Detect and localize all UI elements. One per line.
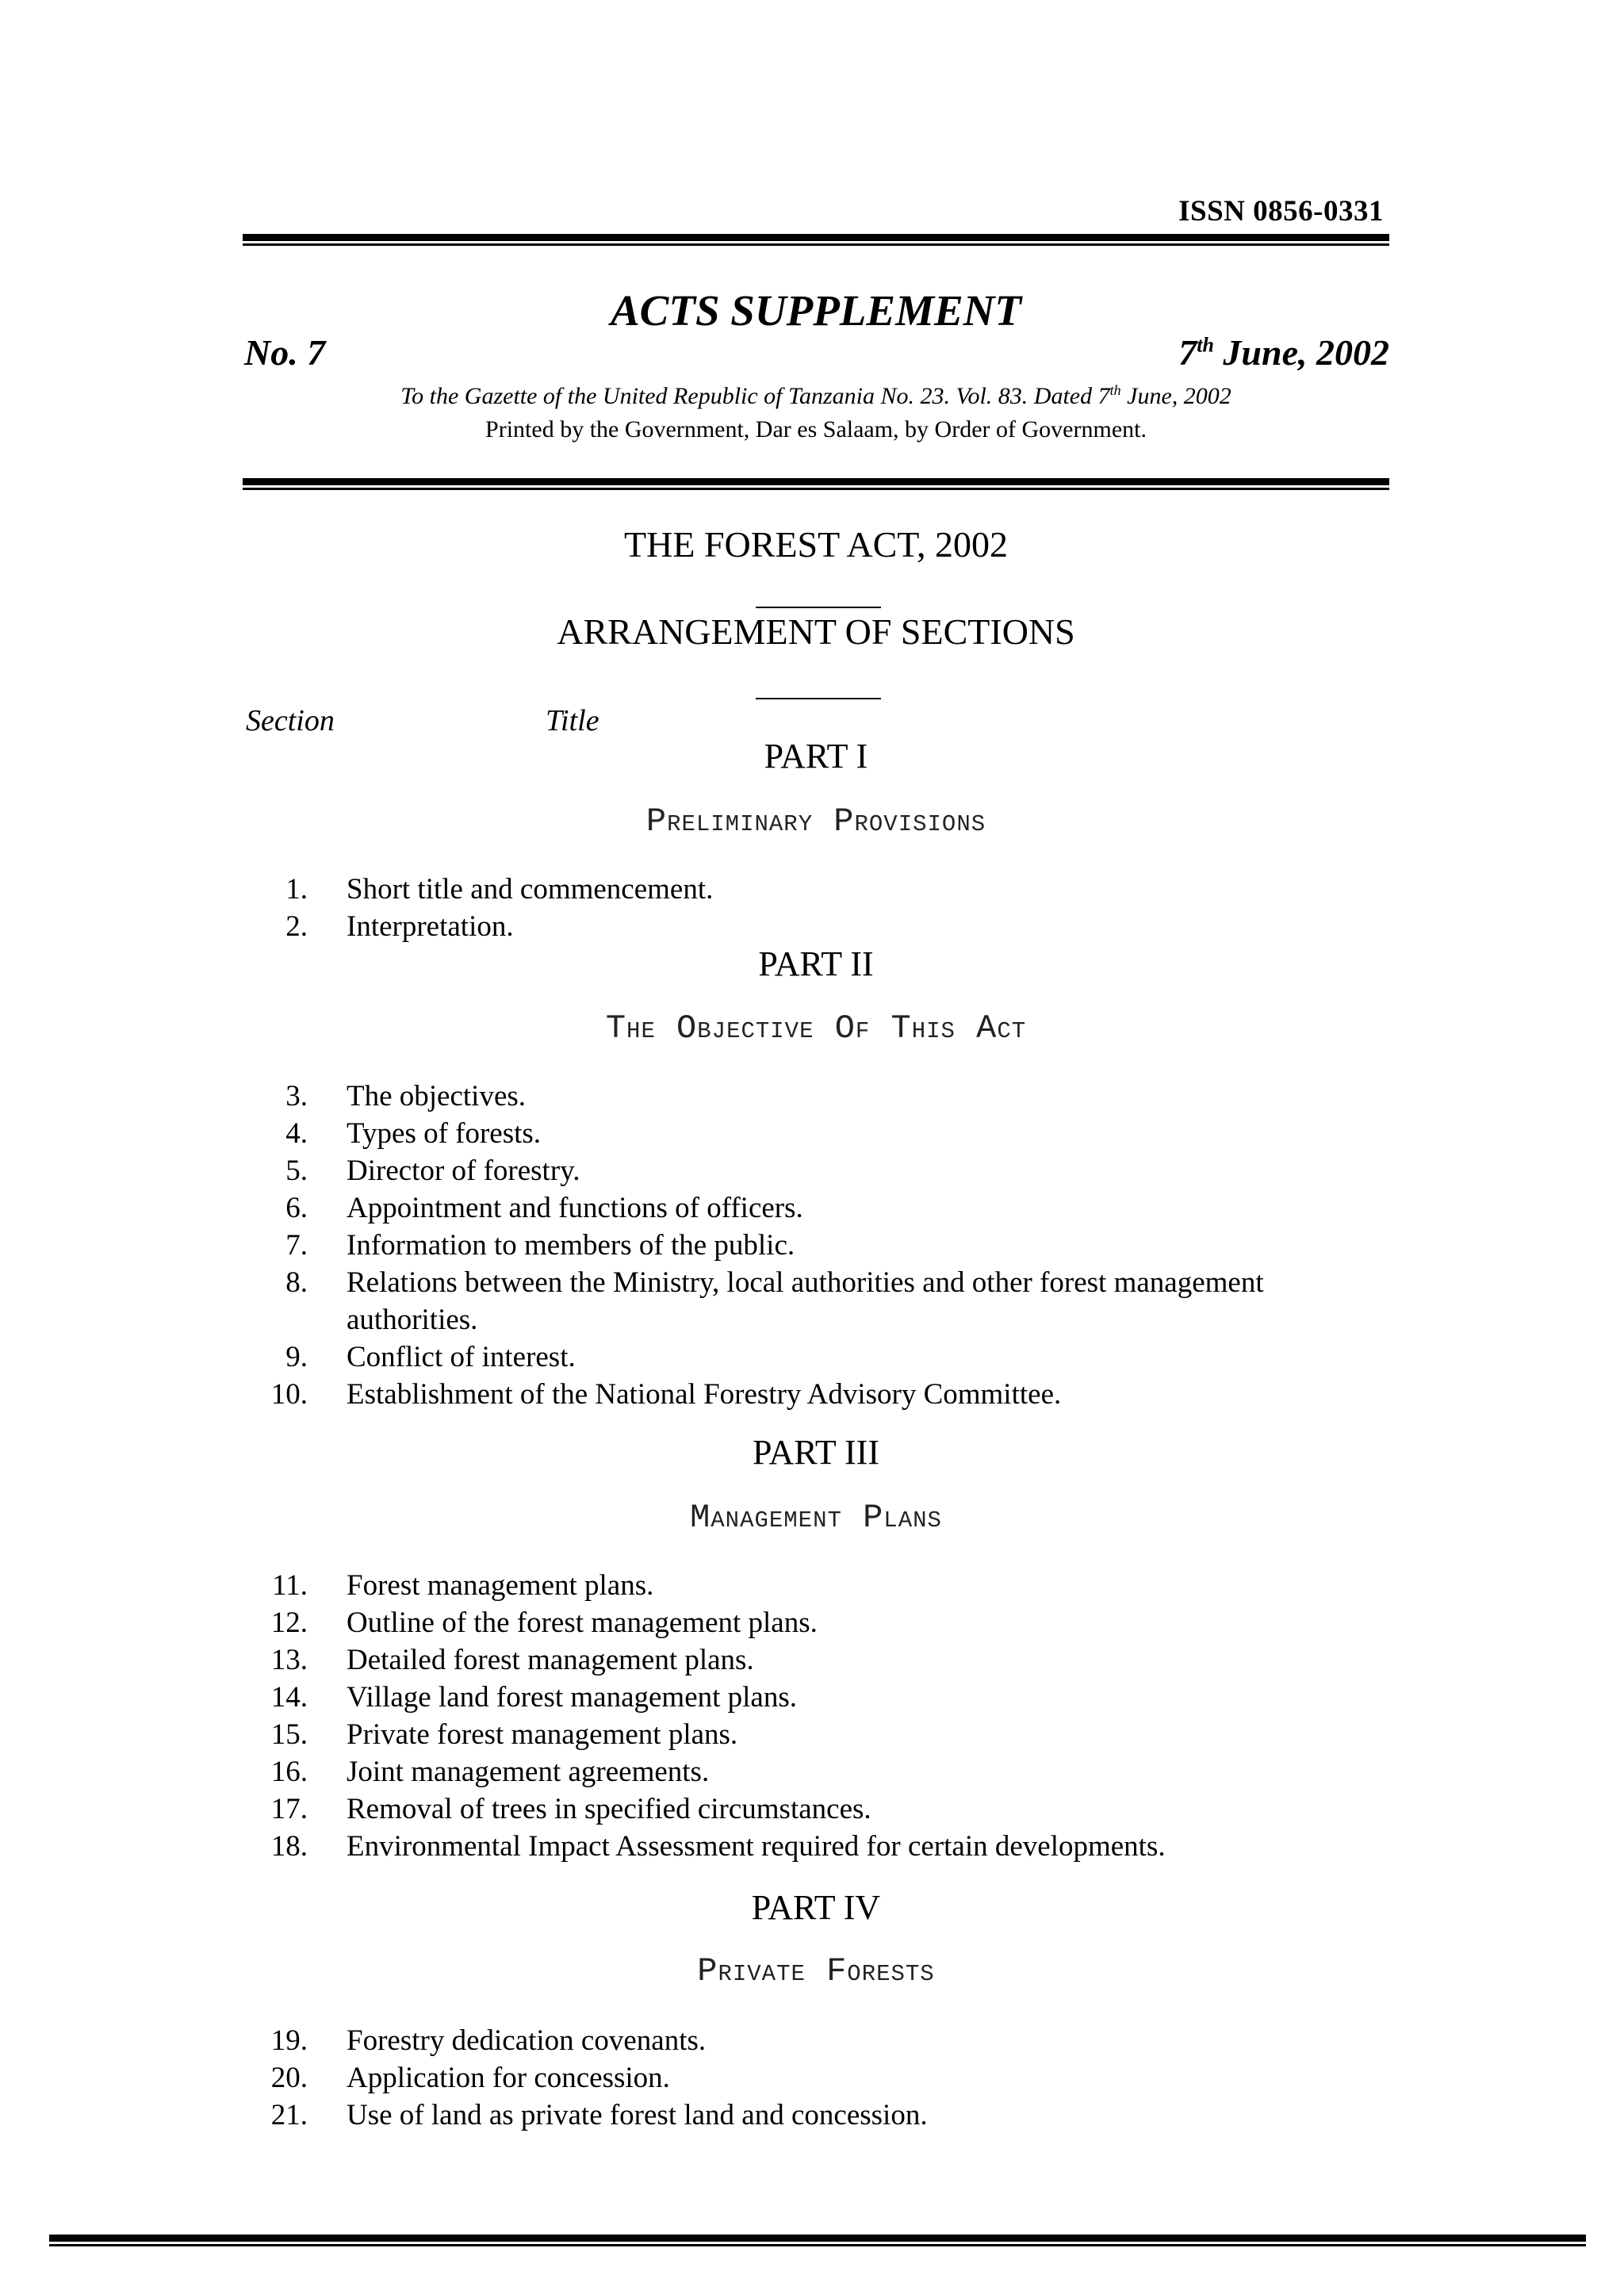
list-item: 11. Forest management plans. — [272, 1569, 654, 1602]
arrangement-divider — [756, 698, 881, 699]
section-list — [262, 1078, 1388, 1413]
part-label: PART III — [753, 1433, 879, 1472]
act-title: THE FOREST ACT, 2002 — [624, 524, 1008, 565]
part-heading: Private Forests — [697, 1952, 935, 1990]
list-item: 2. Interpretation. — [285, 910, 514, 943]
title-divider — [756, 607, 881, 608]
list-item: 3. The objectives. — [285, 1080, 527, 1113]
part-heading: The Objective Of This Act — [605, 1009, 1027, 1047]
arrangement-title: ARRANGEMENT OF SECTIONS — [557, 611, 1075, 652]
gazette-reference: To the Gazette of the United Republic of Tanzania No. 23. Vol. 83. Dated 7th June, 2002 — [400, 382, 1231, 409]
part-label: PART I — [764, 737, 868, 776]
column-heading-title: Title — [546, 704, 599, 737]
part-label: PART II — [758, 944, 874, 983]
list-item: 20. Application for concession. — [270, 2062, 670, 2094]
supplement-date: 7th June, 2002 — [1178, 332, 1389, 373]
column-heading-section: Section — [246, 704, 335, 737]
section-list — [262, 2022, 1388, 2134]
part-label: PART IV — [751, 1888, 881, 1927]
list-item: 8. Relations between the Ministry, local authorities and other forest management authorities. — [285, 1266, 1264, 1336]
part-heading: Management Plans — [690, 1499, 942, 1537]
supplement-number: No. 7 — [244, 332, 326, 373]
list-item: 18. Environmental Impact Assessment required for certain developments. — [270, 1830, 1166, 1863]
supplement-title: ACTS SUPPLEMENT — [611, 286, 1021, 335]
list-item: 13. Detailed forest management plans. — [270, 1644, 754, 1676]
issn-number: ISSN 0856-0331 — [1178, 195, 1384, 228]
section-list — [262, 1567, 1388, 1865]
list-item: 5. Director of forestry. — [285, 1155, 580, 1187]
list-item: 15. Private forest management plans. — [270, 1718, 738, 1751]
list-item: 21. Use of land as private forest land and concession. — [270, 2099, 928, 2131]
printed-by: Printed by the Government, Dar es Salaam, by Order of Government. — [485, 416, 1147, 442]
list-item: 7. Information to members of the public. — [285, 1229, 795, 1262]
section-list — [262, 871, 1388, 945]
list-item: 16. Joint management agreements. — [270, 1756, 710, 1788]
list-item: 9. Conflict of interest. — [285, 1341, 576, 1373]
top-double-rule — [243, 234, 1389, 246]
list-item: 19. Forestry dedication covenants. — [270, 2024, 707, 2057]
list-item: 1. Short title and commencement. — [285, 873, 714, 906]
list-item: 12. Outline of the forest management plans. — [270, 1607, 818, 1639]
middle-double-rule — [243, 478, 1389, 490]
list-item: 14. Village land forest management plans. — [270, 1681, 798, 1714]
list-item: 6. Appointment and functions of officers. — [285, 1192, 803, 1224]
list-item: 10. Establishment of the National Forestry Advisory Committee. — [270, 1378, 1062, 1411]
list-item: 17. Removal of trees in specified circumstances. — [270, 1793, 871, 1825]
part-heading: Preliminary Provisions — [645, 802, 986, 841]
bottom-double-rule — [49, 2235, 1586, 2246]
list-item: 4. Types of forests. — [285, 1117, 542, 1150]
